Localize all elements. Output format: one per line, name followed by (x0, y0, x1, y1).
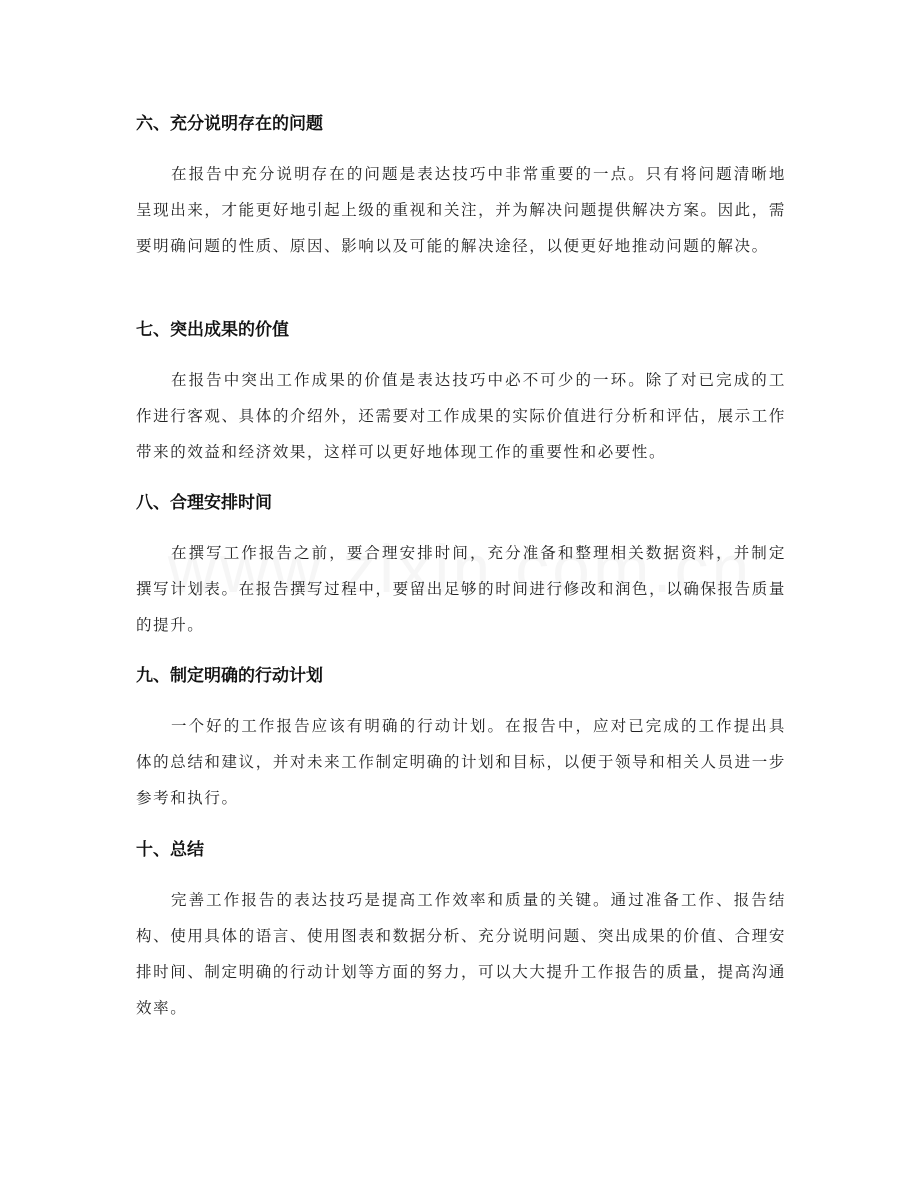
section-action-plan (136, 664, 786, 816)
section-problems (136, 112, 786, 264)
section-paragraph: 在报告中突出工作成果的价值是表达技巧中必不可少的一环。除了对已完成的工作进行客观、具体的介绍外，还需要对工作成果的实际价值进行分析和评估，展示工作带来的效益和经济效果，这样可以更好地体现工作的重要性和必要性。 (136, 371, 786, 461)
section-paragraph: 在撰写工作报告之前，要合理安排时间，充分准备和整理相关数据资料，并制定撰写计划表。在报告撰写过程中，要留出足够的时间进行修改和润色，以确保报告质量的提升。 (136, 544, 786, 634)
section-paragraph: 在报告中充分说明存在的问题是表达技巧中非常重要的一点。只有将问题清晰地呈现出来，才能更好地引起上级的重视和关注，并为解决问题提供解决方案。因此，需要明确问题的性质、原因、影响以及可能的解决途径，以便更好地推动问题的解决。 (136, 165, 786, 255)
section-paragraph: 一个好的工作报告应该有明确的行动计划。在报告中，应对已完成的工作提出具体的总结和建议，并对未来工作制定明确的计划和目标，以便于领导和相关人员进一步参考和执行。 (136, 717, 786, 807)
section-heading: 九、制定明确的行动计划 (136, 666, 323, 686)
section-heading: 七、突出成果的价值 (136, 320, 289, 340)
section-time-planning (136, 491, 786, 643)
section-heading: 八、合理安排时间 (136, 493, 272, 513)
section-summary (136, 838, 786, 1026)
section-results-value (136, 318, 786, 470)
section-paragraph: 完善工作报告的表达技巧是提高工作效率和质量的关键。通过准备工作、报告结构、使用具体的语言、使用图表和数据分析、充分说明问题、突出成果的价值、合理安排时间、制定明确的行动计划等方面的努力，可以大大提升工作报告的质量，提高沟通效率。 (136, 891, 786, 1017)
section-heading: 十、总结 (136, 840, 204, 860)
section-heading: 六、充分说明存在的问题 (136, 114, 323, 134)
